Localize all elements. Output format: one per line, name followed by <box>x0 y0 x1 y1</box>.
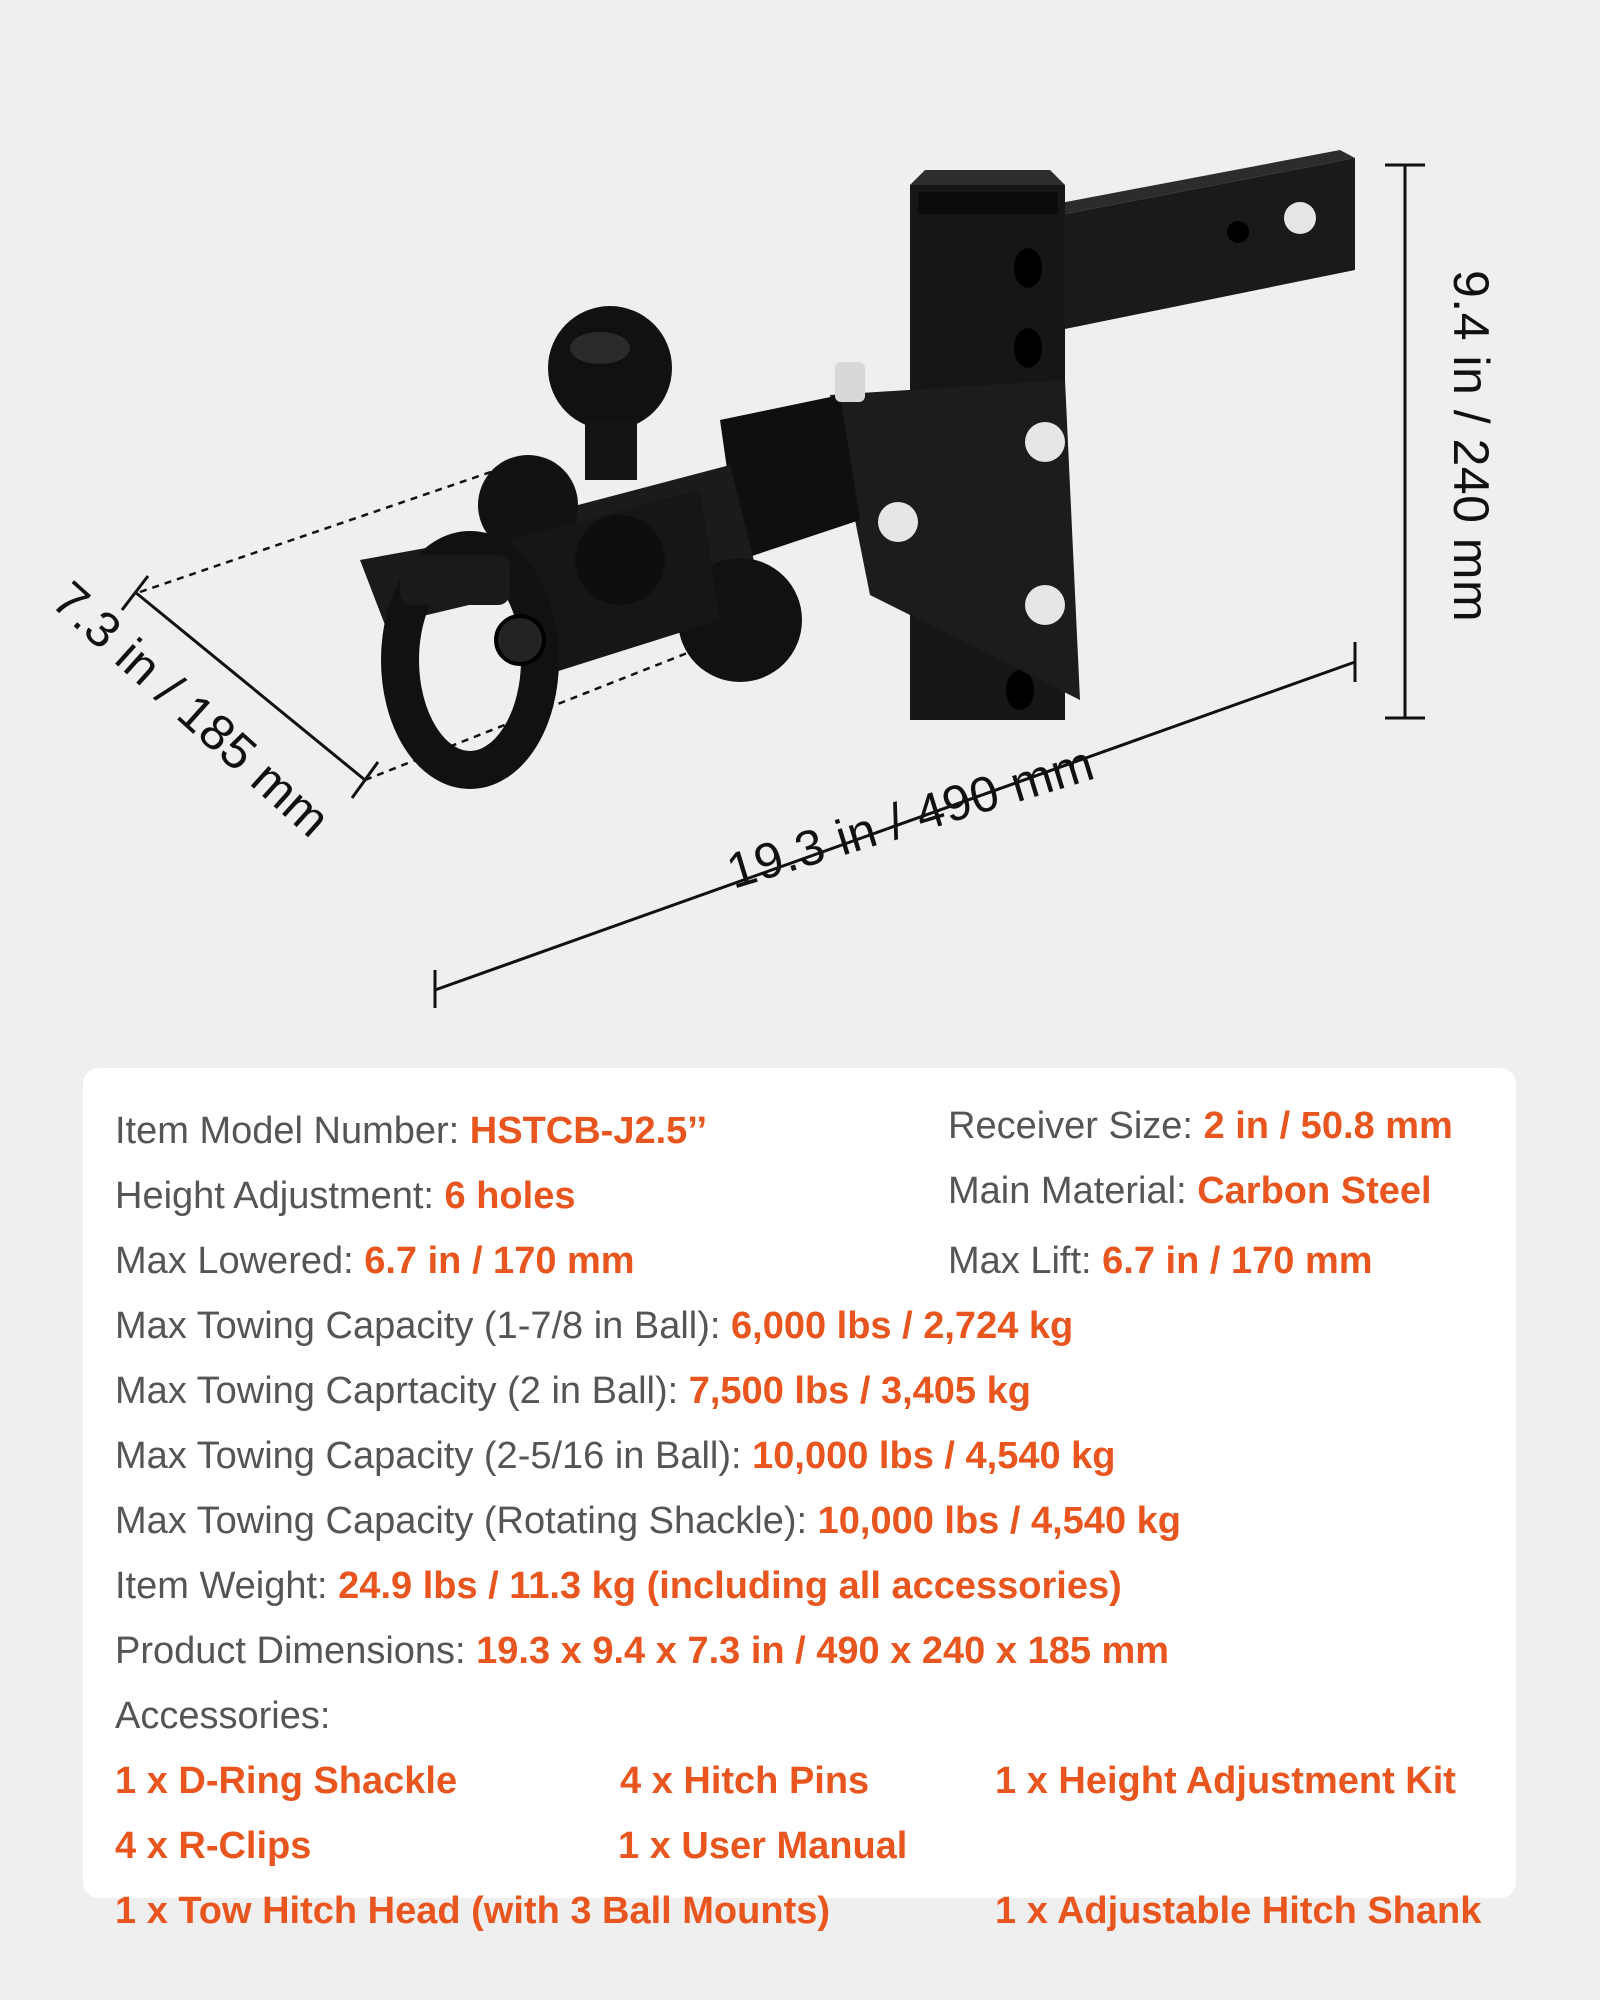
bracket-pin <box>878 502 918 542</box>
length-dimension-label: 19.3 in / 490 mm <box>720 734 1101 900</box>
spec-capacity-shackle: Max Towing Capacity (Rotating Shackle): 10,000 lbs / 4,540 kg <box>115 1500 1181 1542</box>
bracket-pin <box>1025 585 1065 625</box>
accessory-item: 4 x Hitch Pins <box>620 1760 870 1802</box>
accessories-heading: Accessories: <box>115 1695 331 1737</box>
spec-max-lowered: Max Lowered: 6.7 in / 170 mm <box>115 1240 635 1282</box>
shank-hole <box>1227 221 1249 243</box>
spec-max-lift: Max Lift: 6.7 in / 170 mm <box>948 1240 1373 1282</box>
spec-capacity-2: Max Towing Caprtacity (2 in Ball): 7,500 lbs / 3,405 kg <box>115 1370 1031 1412</box>
spec-capacity-1-7-8: Max Towing Capacity (1-7/8 in Ball): 6,000 lbs / 2,724 kg <box>115 1305 1074 1347</box>
bracket-pin <box>1025 422 1065 462</box>
accessory-item: 1 x D-Ring Shackle <box>115 1760 458 1802</box>
shank-pin <box>1284 202 1316 234</box>
accessory-item: 4 x R-Clips <box>115 1825 312 1867</box>
spec-receiver-size: Receiver Size: 2 in / 50.8 mm <box>948 1105 1453 1147</box>
accessory-item: 1 x User Manual <box>618 1825 908 1867</box>
spec-main-material: Main Material: Carbon Steel <box>948 1170 1432 1212</box>
spec-height-adjustment: Height Adjustment: 6 holes <box>115 1175 576 1217</box>
depth-dimension-label: 7.3 in / 185 mm <box>41 570 341 848</box>
accessory-item: 1 x Height Adjustment Kit <box>995 1760 1456 1802</box>
spec-model: Item Model Number: HSTCB-J2.5’’ <box>115 1110 707 1152</box>
accessory-item: 1 x Tow Hitch Head (with 3 Ball Mounts) <box>115 1890 831 1932</box>
spec-capacity-2-5-16: Max Towing Capacity (2-5/16 in Ball): 10,000 lbs / 4,540 kg <box>115 1435 1116 1477</box>
spec-item-weight: Item Weight: 24.9 lbs / 11.3 kg (including all accessories) <box>115 1565 1122 1607</box>
height-dimension-label: 9.4 in / 240 mm <box>1443 270 1499 623</box>
ball-top <box>548 306 672 430</box>
accessory-item: 1 x Adjustable Hitch Shank <box>995 1890 1482 1932</box>
spec-product-dimensions: Product Dimensions: 19.3 x 9.4 x 7.3 in / 490 x 240 x 185 mm <box>115 1630 1170 1672</box>
